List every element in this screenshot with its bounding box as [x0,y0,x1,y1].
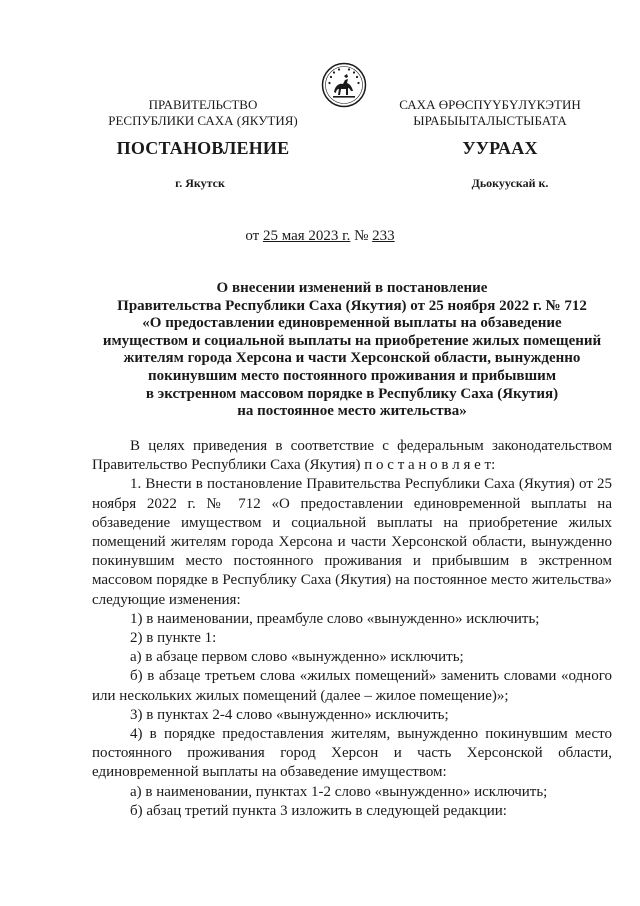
title-line: жителям города Херсона и части Херсонской области, вынужденно [123,350,581,367]
number-sign: № [354,228,369,244]
paragraph-subitem: 3) в пунктах 2-4 слово «вынужденно» исключить; [130,706,449,723]
paragraph-subitem: 1) в наименовании, преамбуле слово «вынужденно» исключить; [130,610,540,627]
government-name-russian [96,97,310,129]
paragraph-subitem: б) абзац третий пункта 3 изложить в следующей редакции: [130,802,507,819]
header-left-line-1: ПРАВИТЕЛЬСТВО [148,97,258,112]
title-line: Правительства Республики Саха (Якутия) от 25 ноября 2022 г. № 712 [117,297,587,314]
paragraph-subitem: б) в абзаце третьем слова «жилых помещений» заменить словами «одного или нескольких жилых помещений (далее – жилое помещение)»; [92,668,612,704]
document-title [92,280,612,421]
header-right-line-2: ЫРАБЫЫТАЛЫСТЫБАТА [413,113,567,128]
government-name-yakut [370,97,610,129]
header-left-line-2: РЕСПУБЛИКИ САХА (ЯКУТИЯ) [108,113,298,128]
title-line: «О предоставлении единовременной выплаты на обзаведение [142,315,562,332]
title-line: имуществом и социальной выплаты на приобретение жилых помещений [102,332,602,349]
title-line: в экстренном массовом порядке в Республику Саха (Якутия) [145,385,559,402]
date-prefix: от [245,228,260,244]
header-right-line-1: САХА ӨРӨСПҮҮБҮЛҮКЭТИН [399,97,581,112]
document-body [92,437,612,821]
doc-type-russian: ПОСТАНОВЛЕНИЕ [116,138,290,158]
title-line: на постоянное место жительства» [237,403,467,420]
date-and-number [0,228,640,245]
paragraph-subitem: 2) в пункте 1: [130,630,217,647]
document-number: 233 [372,228,395,244]
doc-type-yakut: УУРААХ [462,138,538,158]
paragraph-subitem: а) в наименовании, пунктах 1-2 слово «вынужденно» исключить; [130,783,548,800]
city-russian: г. Якутск [175,176,225,190]
title-line: О внесении изменений в постановление [216,280,488,296]
paragraph-preamble: В целях приведения в соответствие с федеральным законодательством Правительство Республики Саха (Якутия) п о с т а н о в л я е т: [92,438,612,474]
city-yakut: Дьокуускай к. [471,176,549,190]
paragraph-item-1: 1. Внести в постановление Правительства Республики Саха (Якутия) от 25 ноября 2022 г. № 712 «О предоставлении единовременной выплаты на обзаведение имуществом и социальной выплаты на приобретение жилых помещений жителям города Херсона и части Херсонской области, вынужденно покинувшим место постоянного проживания и прибывшим в экстренном массовом порядке в Республику Саха (Якутия) на постоянное место жительства» следующие изменения: [92,476,612,608]
coat-of-arms-emblem-icon [321,62,367,108]
document-date: 25 мая 2023 г. [262,228,351,244]
paragraph-subitem: 4) в порядке предоставления жителям, вынужденно покинувшим место постоянного проживания город Херсон и часть Херсонской области, единовременной выплаты на обзаведение имуществом: [92,726,612,781]
title-line: покинувшим место постоянного проживания и прибывшим [147,367,557,384]
paragraph-subitem: а) в абзаце первом слово «вынужденно» исключить; [130,649,464,666]
